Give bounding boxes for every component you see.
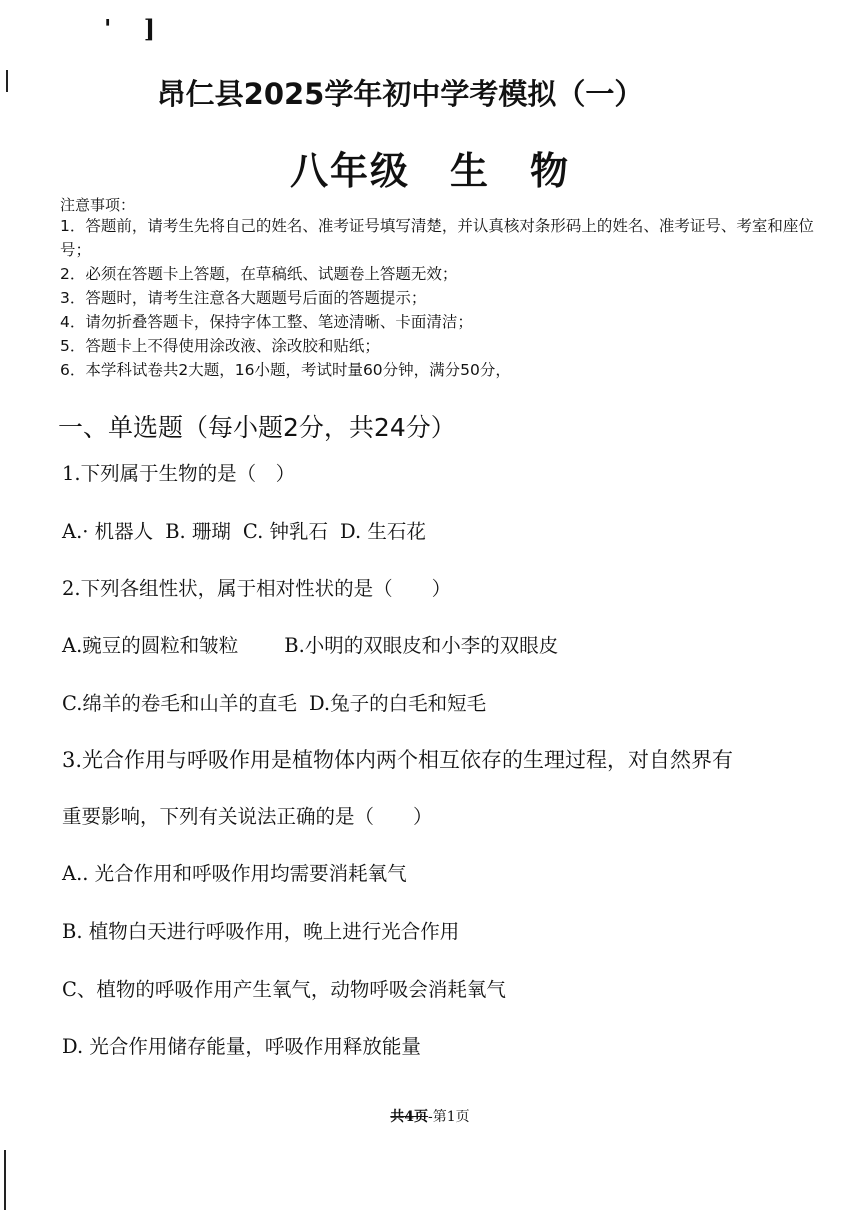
question-1-options: [62, 516, 426, 544]
grade-subject-heading: [0, 140, 860, 195]
section-title: 一、单选题（每小题2分，共24分）: [58, 413, 456, 442]
note-item: 3．答题时，请考生注意各大题题号后面的答题提示；: [60, 289, 427, 307]
subject-char-1: 生: [449, 149, 490, 193]
q3-option-b: B. 植物白天进行呼吸作用，晚上进行光合作用: [62, 920, 460, 943]
question-2-stem: 2.下列各组性状，属于相对性状的是（ ）: [62, 577, 452, 600]
note-item: 1．答题前，请考生先将自己的姓名、准考证号填写清楚，并认真核对条形码上的姓名、准考证号、考室和座位号；: [60, 217, 814, 259]
q1-option-b: B. 珊瑚: [165, 520, 231, 543]
left-edge-scan-line-bottom: [4, 1150, 6, 1210]
top-corner-mark: ' ]: [104, 14, 168, 43]
subject-char-2: 物: [530, 149, 571, 193]
question-1-stem: 1.下列属于生物的是（ ）: [62, 462, 296, 485]
q2-option-d: D.兔子的白毛和短毛: [308, 692, 487, 715]
question-3-stem-line-2: 重要影响，下列有关说法正确的是（ ）: [62, 805, 433, 828]
note-item: 4．请勿折叠答题卡，保持字体工整、笔迹清晰、卡面清洁；: [60, 313, 473, 331]
note-item: 6．本学科试卷共2大题，16小题，考试时量60分钟，满分50分，: [60, 361, 511, 379]
note-item: 5．答题卡上不得使用涂改液、涂改胶和贴纸；: [60, 337, 380, 355]
q3-option-a: A.. 光合作用和呼吸作用均需要消耗氧气: [62, 862, 407, 885]
question-3-stem-line-1: 3.光合作用与呼吸作用是植物体内两个相互依存的生理过程，对自然界有: [62, 748, 734, 772]
q3-option-d: D. 光合作用储存能量，呼吸作用释放能量: [62, 1035, 421, 1058]
notes-list: [60, 214, 820, 382]
note-item: 2．必须在答题卡上答题，在草稿纸、试题卷上答题无效；: [60, 265, 458, 283]
q2-option-b: B.小明的双眼皮和小李的双眼皮: [284, 634, 559, 657]
question-2-options-row2: [62, 688, 486, 716]
q3-option-c: C、植物的呼吸作用产生氧气，动物呼吸会消耗氧气: [62, 978, 506, 1001]
q2-option-a: A.豌豆的圆粒和皱粒: [62, 634, 239, 657]
q1-option-d: D. 生石花: [340, 520, 426, 543]
page-footer: [0, 1106, 860, 1126]
q1-option-a: A.· 机器人: [62, 520, 154, 543]
footer-page-number: -第1页: [428, 1109, 470, 1125]
footer-struck-text: 共4页: [390, 1109, 429, 1125]
question-2-options-row1: [62, 630, 558, 658]
q1-option-c: C. 钟乳石: [242, 520, 329, 543]
q2-option-c: C.绵羊的卷毛和山羊的直毛: [62, 692, 297, 715]
grade-label: 八年级: [289, 149, 410, 193]
exam-title: 昂仁县2025学年初中学考模拟（一）: [156, 77, 644, 111]
notes-heading: 注意事项：: [60, 196, 136, 214]
